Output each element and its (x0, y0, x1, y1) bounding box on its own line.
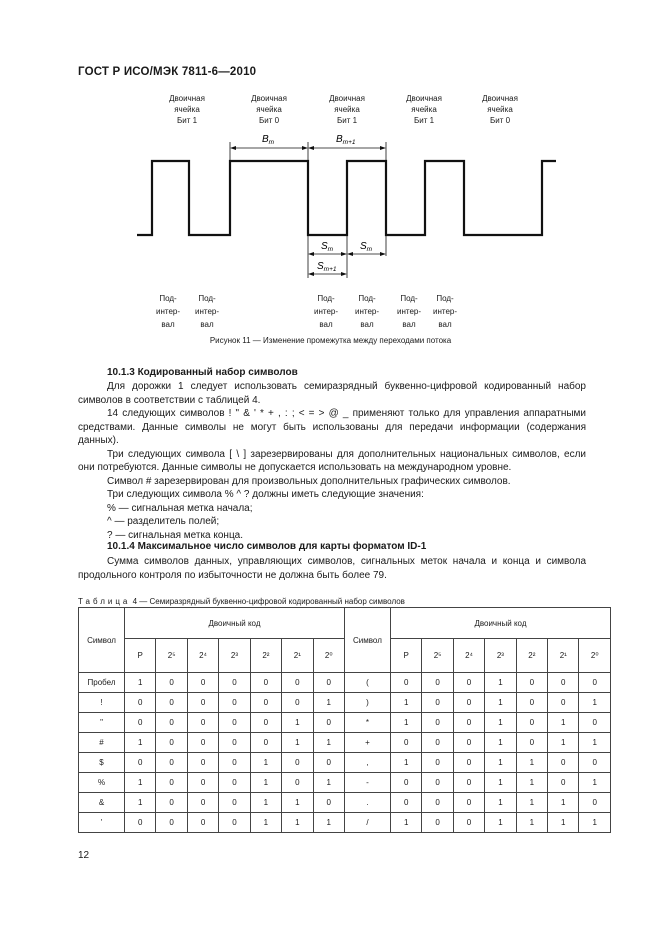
bit-cell: 0 (453, 713, 484, 733)
symbol-cell: ' (79, 813, 125, 833)
binary-cell-label-4: Двоичная ячейка Бит 1 (406, 94, 442, 125)
table-row (79, 753, 611, 773)
symbol-cell: . (344, 793, 390, 813)
bit-header-cell: P (390, 639, 421, 673)
section-10-1-3-body (78, 380, 586, 542)
section-title-10-1-4: 10.1.4 Максимальное число символов для карты форматом ID-1 (107, 541, 427, 552)
bit-cell: 0 (219, 793, 250, 813)
bit-cell: 0 (390, 793, 421, 813)
bit-cell: 0 (453, 813, 484, 833)
bit-cell: 0 (219, 713, 250, 733)
bit-cell: 0 (187, 813, 218, 833)
bit-cell: 0 (282, 693, 313, 713)
bit-cell: 0 (156, 773, 187, 793)
bit-cell: 1 (282, 793, 313, 813)
bit-header-cell: 2⁰ (579, 639, 611, 673)
bit-cell: 1 (516, 753, 547, 773)
page-number: 12 (78, 850, 90, 861)
symbol-cell: Пробел (79, 673, 125, 693)
list-item: ^ — разделитель полей; (107, 516, 220, 527)
figure-caption: Рисунок 11 — Изменение промежутка между переходами потока (209, 336, 452, 345)
binary-cell-label-1: Двоичная ячейка Бит 1 (169, 94, 205, 125)
bit-cell: 1 (250, 753, 281, 773)
bit-cell: 0 (156, 793, 187, 813)
bit-cell: 0 (125, 813, 156, 833)
table-row (79, 733, 611, 753)
bit-cell: 0 (219, 773, 250, 793)
bit-cell: 0 (156, 673, 187, 693)
bit-cell: 1 (516, 773, 547, 793)
bit-cell: 0 (453, 753, 484, 773)
bit-cell: 0 (282, 773, 313, 793)
bit-cell: 0 (422, 733, 453, 753)
bit-cell: 1 (516, 813, 547, 833)
bit-cell: 1 (250, 773, 281, 793)
bit-cell: 0 (579, 673, 611, 693)
paragraph: Для дорожки 1 следует использовать семиразрядный буквенно-цифровой кодированный набор символов в соответствии с таблицей 4. (78, 381, 586, 406)
section-title-10-1-3: 10.1.3 Кодированный набор символов (107, 367, 298, 378)
bit-cell: 0 (516, 713, 547, 733)
bit-cell: 0 (156, 733, 187, 753)
symbol-cell: ) (344, 693, 390, 713)
bit-cell: 0 (187, 713, 218, 733)
bit-cell: 0 (453, 733, 484, 753)
bit-cell: 1 (516, 793, 547, 813)
bit-header-cell: P (125, 639, 156, 673)
bit-header-cell: 2¹ (282, 639, 313, 673)
bit-cell: 1 (579, 773, 611, 793)
bit-cell: 0 (390, 733, 421, 753)
bit-cell: 1 (485, 673, 516, 693)
bit-cell: 0 (313, 753, 344, 773)
subinterval-label-5: Под- интер- вал (396, 294, 422, 329)
bit-header-cell: 2² (250, 639, 281, 673)
character-code-table (78, 607, 611, 833)
bit-cell: 0 (219, 733, 250, 753)
bit-cell: 0 (156, 713, 187, 733)
bit-cell: 0 (250, 713, 281, 733)
bit-cell: 1 (390, 753, 421, 773)
bn-label: $B_m$ (262, 134, 275, 146)
bit-cell: 1 (313, 773, 344, 793)
bit-header-cell: 2⁴ (453, 639, 484, 673)
symbol-cell: - (344, 773, 390, 793)
symbol-cell: ( (344, 673, 390, 693)
bit-cell: 0 (516, 693, 547, 713)
bit-cell: 0 (156, 753, 187, 773)
bit-cell: 0 (187, 733, 218, 753)
symbol-cell: + (344, 733, 390, 753)
s-total-label: $S_{m+1}$ (317, 261, 337, 273)
bit-cell: 1 (548, 793, 579, 813)
bn1-label: $B_{m+1}$ (336, 134, 356, 146)
bit-header-cell: 2² (516, 639, 547, 673)
bit-cell: 0 (219, 813, 250, 833)
bit-header-cell: 2¹ (548, 639, 579, 673)
bit-header-cell: 2⁰ (313, 639, 344, 673)
bit-cell: 0 (422, 773, 453, 793)
list-item: % — сигнальная метка начала; (107, 502, 253, 514)
bit-cell: 1 (548, 713, 579, 733)
symbol-header: Символ (79, 608, 125, 673)
bit-cell: 0 (579, 793, 611, 813)
bit-cell: 1 (485, 813, 516, 833)
table-row (79, 793, 611, 813)
bit-cell: 1 (548, 813, 579, 833)
table-row (79, 693, 611, 713)
bit-cell: 1 (485, 733, 516, 753)
bit-cell: 0 (422, 673, 453, 693)
bit-cell: 0 (250, 733, 281, 753)
bit-cell: 0 (187, 693, 218, 713)
s-label-1: $S_m$ (321, 241, 334, 253)
bit-cell: 1 (579, 813, 611, 833)
bit-cell: 0 (187, 673, 218, 693)
bit-cell: 0 (579, 753, 611, 773)
bit-cell: 1 (282, 713, 313, 733)
binary-code-header: Двоичный код (390, 608, 610, 639)
bit-cell: 0 (422, 693, 453, 713)
bit-cell: 0 (187, 773, 218, 793)
bit-cell: 1 (125, 673, 156, 693)
bit-cell: 1 (313, 693, 344, 713)
symbol-cell: # (79, 733, 125, 753)
bit-cell: 0 (313, 713, 344, 733)
bit-cell: 1 (313, 813, 344, 833)
bit-cell: 1 (125, 733, 156, 753)
symbol-cell: % (79, 773, 125, 793)
bit-cell: 1 (485, 693, 516, 713)
table-caption: Таблица 4 — Семиразрядный буквенно-цифровой кодированный набор символов (78, 597, 405, 606)
bit-cell: 1 (282, 813, 313, 833)
binary-code-header: Двоичный код (125, 608, 345, 639)
bit-cell: 1 (485, 713, 516, 733)
bit-cell: 0 (125, 753, 156, 773)
paragraph: Три следующих символа [ \ ] зарезервированы для дополнительных национальных символов, если они потребуются. Данные символы не допускается использовать на международном уровне. (78, 448, 586, 473)
binary-cell-label-2: Двоичная ячейка Бит 0 (251, 94, 287, 125)
bit-cell: 0 (187, 793, 218, 813)
page-header: ГОСТ Р ИСО/МЭК 7811-6—2010 (78, 66, 257, 78)
bit-cell: 1 (250, 793, 281, 813)
bit-cell: 0 (422, 713, 453, 733)
s-label-2: $S_m$ (360, 241, 373, 253)
bit-cell: 1 (390, 813, 421, 833)
bit-cell: 0 (219, 693, 250, 713)
section-10-1-4-body (78, 555, 586, 582)
paragraph: 14 следующих символов ! " & ' * + , : ; < = > @ _ применяют только для управления аппаратными средствами. Данные символы не могут быть использованы для передачи информации (содержания данных). (78, 408, 586, 446)
bit-cell: 1 (548, 733, 579, 753)
binary-cell-label-5: Двоичная ячейка Бит 0 (482, 94, 518, 125)
bit-cell: 0 (422, 793, 453, 813)
bit-cell: 0 (453, 673, 484, 693)
symbol-cell: $ (79, 753, 125, 773)
bit-cell: 1 (485, 793, 516, 813)
bit-cell: 1 (125, 773, 156, 793)
bit-cell: 0 (422, 753, 453, 773)
bit-cell: 1 (250, 813, 281, 833)
bit-cell: 0 (548, 753, 579, 773)
bit-cell: 0 (548, 773, 579, 793)
table-row (79, 713, 611, 733)
bit-cell: 0 (453, 773, 484, 793)
bit-cell: 0 (125, 693, 156, 713)
bit-cell: 0 (516, 673, 547, 693)
paragraph: Три следующих символа % ^ ? должны иметь следующие значения: (107, 489, 424, 500)
bit-cell: 0 (187, 753, 218, 773)
symbol-cell: " (79, 713, 125, 733)
bit-cell: 1 (485, 773, 516, 793)
subinterval-label-6: Под- интер- вал (432, 294, 458, 329)
bit-header-cell: 2⁵ (422, 639, 453, 673)
bit-cell: 1 (390, 693, 421, 713)
table-row (79, 773, 611, 793)
bit-cell: 0 (453, 793, 484, 813)
symbol-cell: / (344, 813, 390, 833)
bit-header-cell: 2³ (485, 639, 516, 673)
list-item: ? — сигнальная метка конца. (107, 529, 244, 541)
bit-cell: 0 (313, 793, 344, 813)
bit-cell: 0 (548, 673, 579, 693)
bit-cell: 0 (313, 673, 344, 693)
symbol-cell: ! (79, 693, 125, 713)
bit-cell: 0 (548, 693, 579, 713)
symbol-cell: , (344, 753, 390, 773)
symbol-cell: & (79, 793, 125, 813)
bit-cell: 0 (156, 693, 187, 713)
subinterval-label-1: Под- интер- вал (155, 294, 181, 329)
bit-cell: 1 (313, 733, 344, 753)
symbol-cell: * (344, 713, 390, 733)
bit-header-cell: 2⁴ (187, 639, 218, 673)
bit-cell: 0 (390, 773, 421, 793)
bit-header-cell: 2³ (219, 639, 250, 673)
table-row (79, 813, 611, 833)
paragraph: Символ # зарезервирован для произвольных дополнительных графических символов. (107, 475, 511, 487)
bit-cell: 1 (579, 733, 611, 753)
bit-cell: 0 (453, 693, 484, 713)
bit-cell: 0 (219, 673, 250, 693)
flux-transition-waveform (0, 0, 661, 340)
bit-cell: 1 (282, 733, 313, 753)
bit-cell: 0 (282, 673, 313, 693)
bit-cell: 0 (250, 693, 281, 713)
bit-cell: 1 (485, 753, 516, 773)
bit-cell: 0 (156, 813, 187, 833)
bit-cell: 0 (579, 713, 611, 733)
bit-cell: 0 (422, 813, 453, 833)
bit-cell: 0 (250, 673, 281, 693)
bit-cell: 0 (516, 733, 547, 753)
bit-cell: 1 (125, 793, 156, 813)
table-row (79, 673, 611, 693)
bit-cell: 0 (390, 673, 421, 693)
bit-header-cell: 2⁵ (156, 639, 187, 673)
paragraph: Сумма символов данных, управляющих символов, сигнальных меток начала и конца и символа продольного контроля по избыточности не должна быть более 79. (78, 556, 586, 581)
bit-cell: 0 (125, 713, 156, 733)
bit-cell: 1 (390, 713, 421, 733)
subinterval-label-3: Под- интер- вал (313, 294, 339, 329)
bit-cell: 0 (282, 753, 313, 773)
binary-cell-label-3: Двоичная ячейка Бит 1 (329, 94, 365, 125)
subinterval-label-4: Под- интер- вал (354, 294, 380, 329)
symbol-header: Символ (344, 608, 390, 673)
bit-cell: 0 (219, 753, 250, 773)
subinterval-label-2: Под- интер- вал (194, 294, 220, 329)
bit-cell: 1 (579, 693, 611, 713)
